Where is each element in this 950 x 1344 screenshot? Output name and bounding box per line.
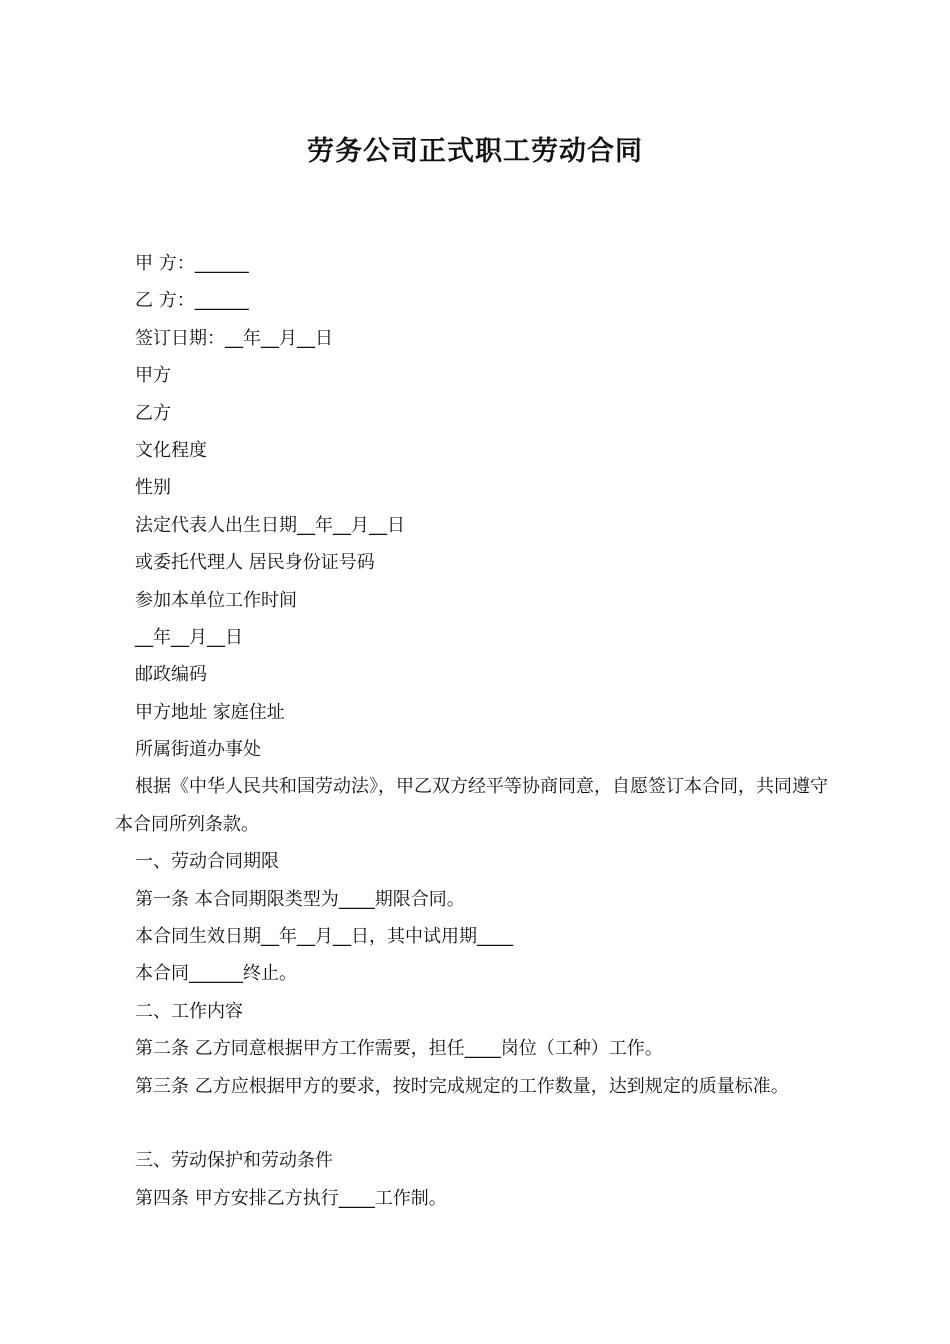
join-time-label: 参加本单位工作时间 <box>135 589 297 611</box>
party-a-label: 甲方 <box>135 365 171 387</box>
address-line: 甲方地址 家庭住址 <box>135 701 285 723</box>
termination-line: 本合同______终止。 <box>135 963 297 985</box>
article-1: 第一条 本合同期限类型为____期限合同。 <box>135 888 465 910</box>
article-2: 第二条 乙方同意根据甲方工作需要，担任____岗位（工种）工作。 <box>135 1038 663 1060</box>
article-4: 第四条 甲方安排乙方执行____工作制。 <box>135 1187 447 1209</box>
gender-label: 性别 <box>135 477 171 499</box>
preamble-paragraph: 根据《中华人民共和国劳动法》，甲乙双方经平等协商同意，自愿签订本合同，共同遵守本合同所列条款。 <box>115 776 828 835</box>
party-b-label: 乙方 <box>135 402 171 424</box>
section-1-heading: 一、劳动合同期限 <box>135 851 279 873</box>
street-office-label: 所属街道办事处 <box>135 739 261 761</box>
join-date-line: __年__月__日 <box>135 626 243 648</box>
document-body <box>115 245 835 1217</box>
article-3: 第三条 乙方应根据甲方的要求，按时完成规定的工作数量，达到规定的质量标准。 <box>135 1075 789 1097</box>
section-3-heading: 三、劳动保护和劳动条件 <box>135 1150 333 1172</box>
document-title: 劳务公司正式职工劳动合同 <box>307 136 643 167</box>
party-a-line: 甲 方：______ <box>135 253 249 274</box>
postcode-label: 邮政编码 <box>135 664 207 686</box>
party-b-line: 乙 方：______ <box>135 290 249 312</box>
blank-line <box>115 1105 835 1142</box>
agent-id-line: 或委托代理人 居民身份证号码 <box>135 552 375 574</box>
education-label: 文化程度 <box>135 439 207 461</box>
effective-date-line: 本合同生效日期__年__月__日，其中试用期____ <box>135 926 513 948</box>
legal-rep-birth-line: 法定代表人出生日期__年__月__日 <box>135 514 405 536</box>
section-2-heading: 二、工作内容 <box>135 1000 243 1022</box>
sign-date-line: 签订日期：__年__月__日 <box>135 327 333 349</box>
